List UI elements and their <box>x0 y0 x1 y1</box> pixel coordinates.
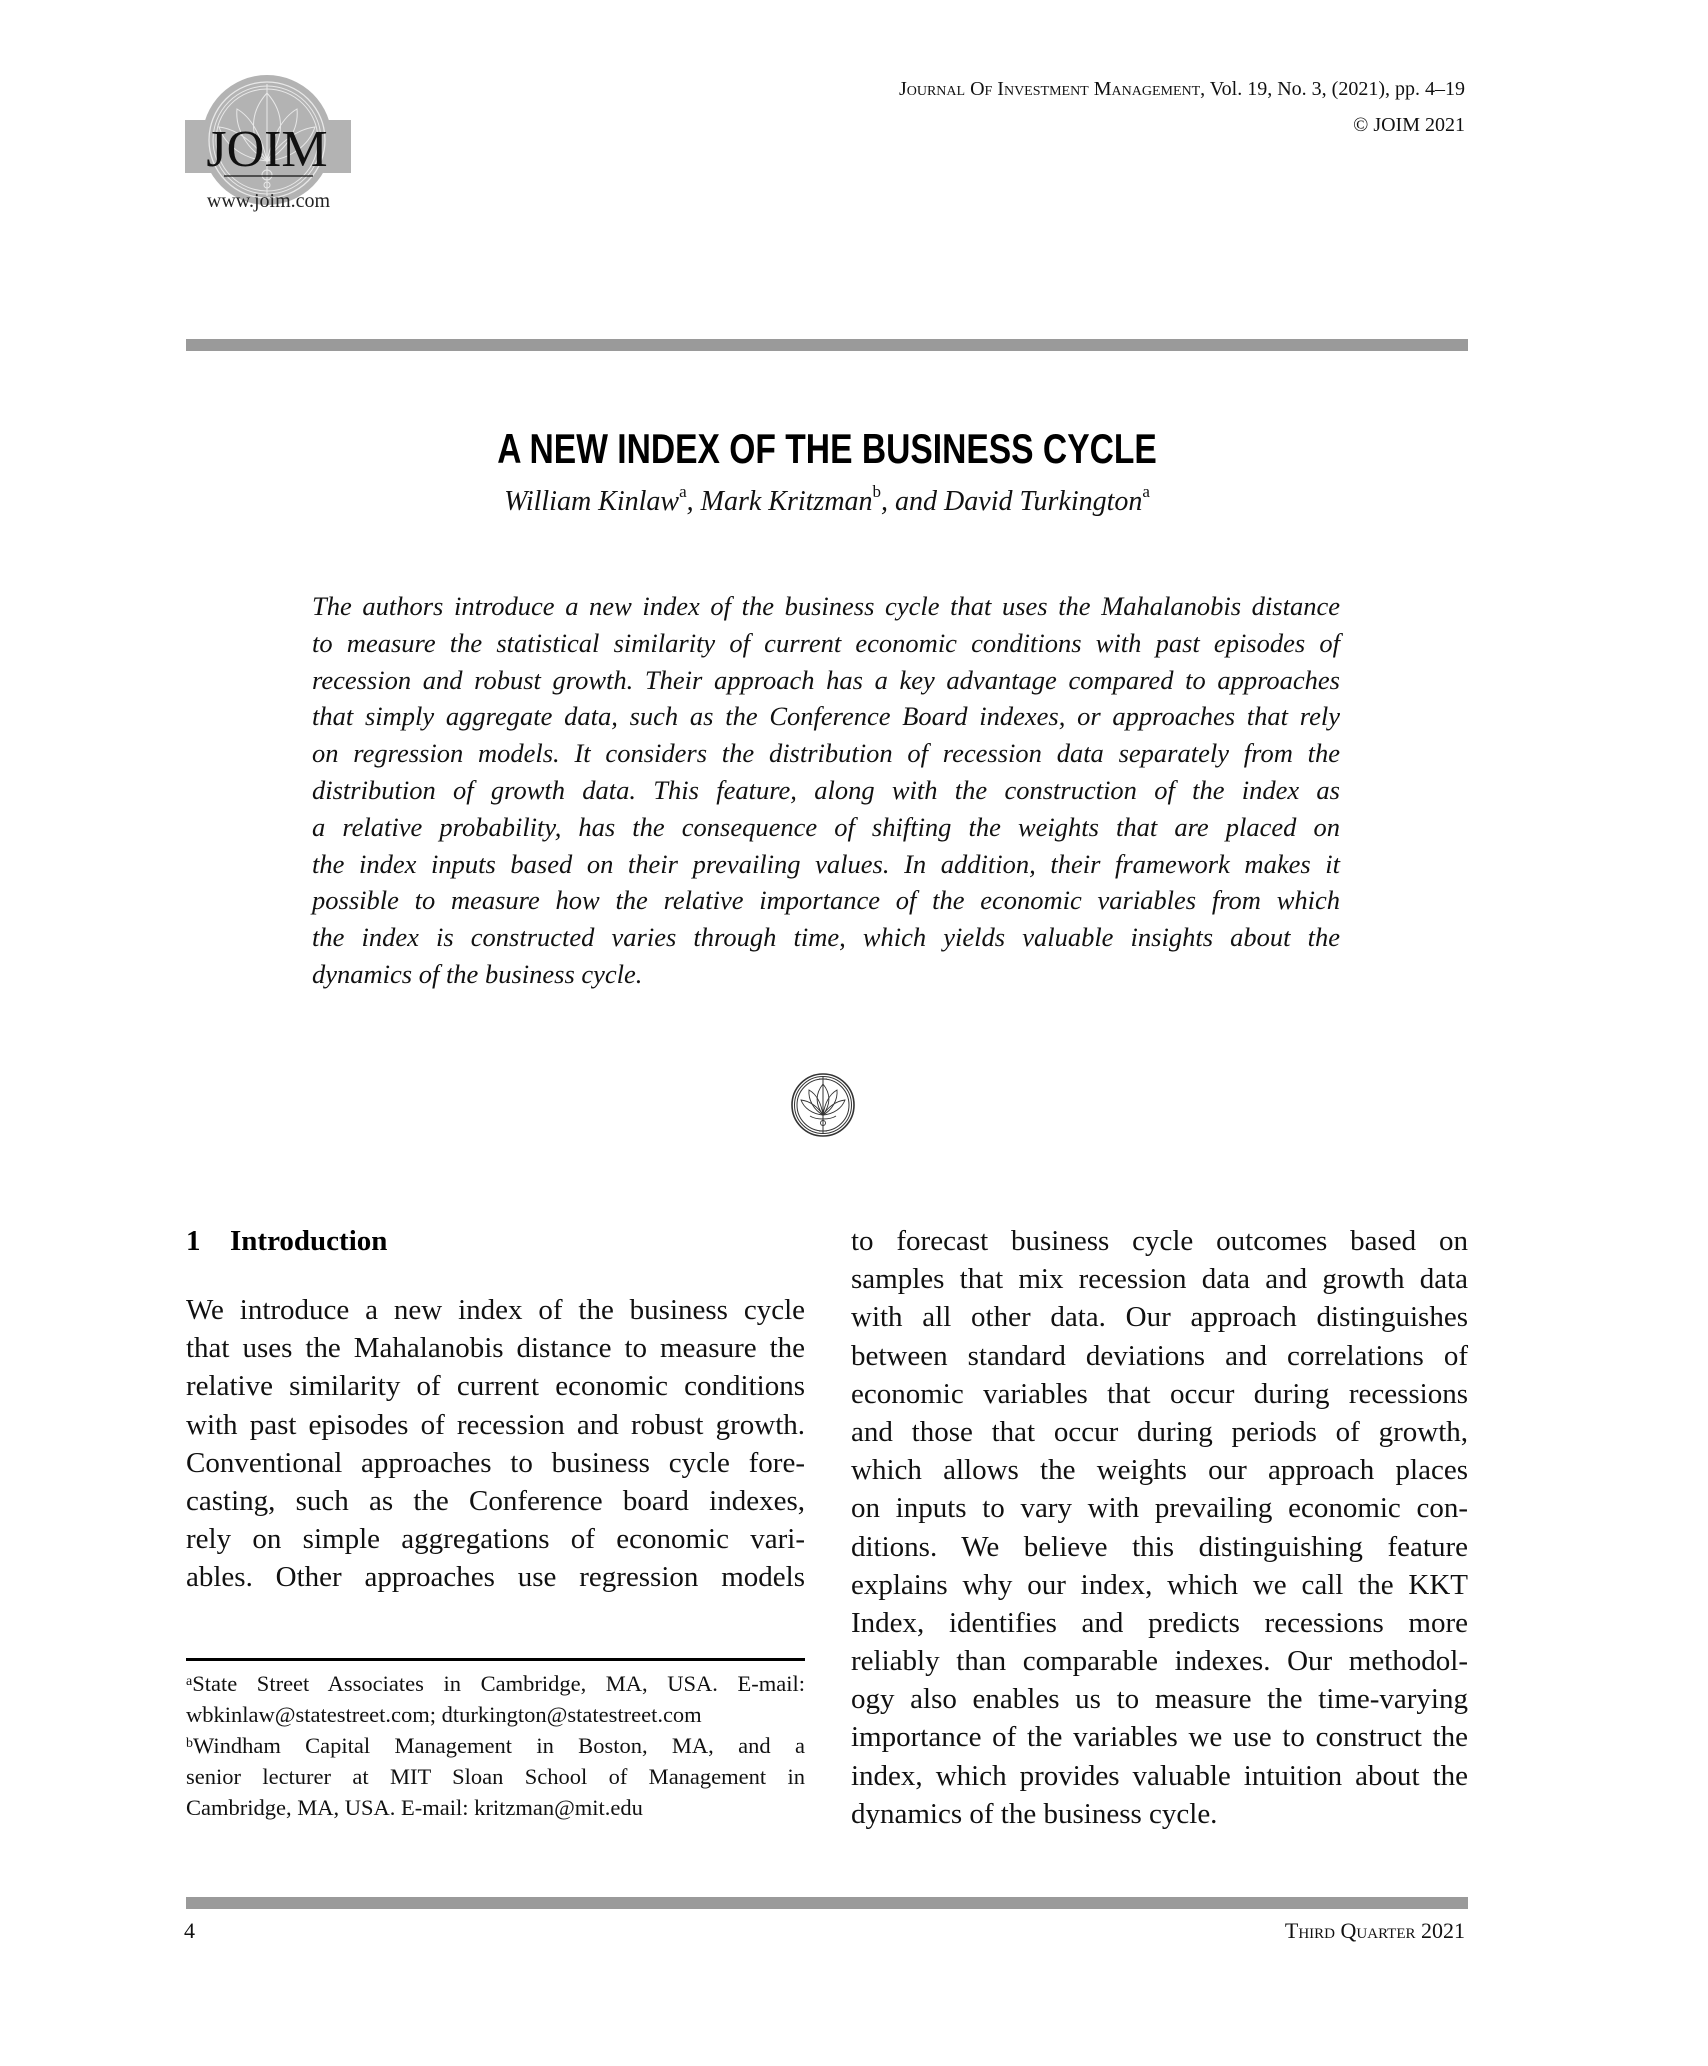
body-line: ogy also enables us to measure the time-varying <box>851 1683 1468 1716</box>
author-separator: , and <box>881 486 945 517</box>
journal-header <box>899 71 1465 143</box>
body-line: between standard deviations and correlations of <box>851 1339 1468 1372</box>
lotus-medallion-icon <box>790 1072 856 1138</box>
body-line: casting, such as the Conference board indexes, <box>186 1484 805 1517</box>
body-line: which allows the weights our approach places <box>851 1454 1468 1487</box>
header-rule-bar <box>186 339 1468 351</box>
abstract-line: possible to measure how the relative importance of the economic variables from which <box>312 885 1340 916</box>
body-line: index, which provides valuable intuition about the <box>851 1759 1468 1792</box>
body-line: to forecast business cycle outcomes based on <box>851 1225 1468 1257</box>
journal-volume-info: , Vol. 19, No. 3, (2021), pp. 4–19 <box>1200 78 1465 100</box>
footnote-line <box>186 1730 805 1761</box>
affiliation-mark: a <box>1142 482 1150 501</box>
author-name: David Turkington <box>944 486 1143 517</box>
abstract-line: that simply aggregate data, such as the Conference Board indexes, or approaches that rely <box>312 701 1340 732</box>
abstract-line: The authors introduce a new index of the business cycle that uses the Mahalanobis distance <box>312 591 1340 621</box>
page-number: 4 <box>184 1918 195 1943</box>
footnote-text: Windham Capital Management in Boston, MA, and a <box>193 1733 805 1758</box>
journal-name: Journal Of Investment Management <box>898 78 1201 100</box>
footnote-mark: b <box>186 1736 193 1751</box>
abstract-line: the index is constructed varies through time, which yields valuable insights about the <box>312 922 1340 953</box>
body-line: ables. Other approaches use regression models <box>186 1561 805 1594</box>
affiliation-mark: b <box>872 482 882 501</box>
footnote-line: Cambridge, MA, USA. E-mail: kritzman@mit.edu <box>186 1795 643 1820</box>
footnote-text: State Street Associates in Cambridge, MA, USA. E-mail: <box>192 1671 805 1696</box>
copyright-notice: © JOIM 2021 <box>1353 114 1465 136</box>
journal-website-link[interactable]: www.joim.com <box>206 190 331 212</box>
abstract-line: recession and robust growth. Their approach has a key advantage compared to approaches <box>312 664 1340 695</box>
author-separator: , <box>686 486 701 517</box>
abstract-line: distribution of growth data. This feature, along with the construction of the index as <box>312 774 1340 805</box>
author-list <box>186 482 1468 518</box>
body-column-left <box>186 1291 805 1597</box>
body-line: with past episodes of recession and robust growth. <box>186 1408 805 1441</box>
body-column-right <box>851 1222 1468 1833</box>
footnote-line: senior lecturer at MIT Sloan School of Management in <box>186 1764 805 1789</box>
body-line: Index, identifies and predicts recessions more <box>851 1606 1468 1639</box>
section-title: Introduction <box>230 1225 388 1257</box>
author-name: William Kinlaw <box>504 486 680 517</box>
section-heading <box>186 1222 387 1260</box>
footnote-line <box>186 1668 805 1699</box>
body-line: ditions. We believe this distinguishing feature <box>851 1530 1468 1563</box>
body-line: samples that mix recession data and growth data <box>851 1263 1468 1296</box>
abstract-line: the index inputs based on their prevailing values. In addition, their framework makes it <box>312 848 1340 879</box>
body-line: on inputs to vary with prevailing economic con- <box>851 1492 1468 1525</box>
svg-text:JOIM: JOIM <box>206 121 328 178</box>
body-line: and those that occur during periods of growth, <box>851 1415 1468 1448</box>
abstract-line: dynamics of the business cycle. <box>312 958 643 989</box>
affiliation-mark: a <box>679 482 687 501</box>
article-title: A NEW INDEX OF THE BUSINESS CYCLE <box>497 425 1157 472</box>
footnote-line: wbkinlaw@statestreet.com; dturkington@statestreet.com <box>186 1702 702 1727</box>
body-line: that uses the Mahalanobis distance to measure the <box>186 1332 805 1365</box>
abstract-line: a relative probability, has the consequence of shifting the weights that are placed on <box>312 811 1340 842</box>
footnote-mark: a <box>186 1674 193 1689</box>
body-line: Conventional approaches to business cycle fore- <box>186 1446 805 1479</box>
author-name: Mark Kritzman <box>700 486 873 517</box>
abstract <box>312 588 1340 993</box>
footnotes <box>186 1668 805 1823</box>
body-line: reliably than comparable indexes. Our methodol- <box>851 1645 1468 1678</box>
section-number: 1 <box>186 1225 201 1257</box>
footnote-rule <box>186 1658 805 1661</box>
abstract-line: to measure the statistical similarity of current economic conditions with past episodes of <box>312 627 1340 658</box>
body-line: with all other data. Our approach distinguishes <box>851 1301 1468 1334</box>
body-line: rely on simple aggregations of economic vari- <box>186 1523 805 1556</box>
body-line: relative similarity of current economic conditions <box>186 1370 805 1403</box>
body-line: We introduce a new index of the business cycle <box>186 1294 805 1326</box>
body-line: importance of the variables we use to construct the <box>851 1721 1468 1754</box>
abstract-line: on regression models. It considers the distribution of recession data separately from the <box>312 738 1340 769</box>
journal-citation <box>899 71 1465 107</box>
body-line: dynamics of the business cycle. <box>851 1797 1218 1830</box>
issue-label: Third Quarter 2021 <box>1284 1918 1465 1943</box>
body-line: explains why our index, which we call the KKT <box>851 1568 1468 1601</box>
body-line: economic variables that occur during recessions <box>851 1377 1468 1410</box>
footer-rule-bar <box>186 1897 1468 1909</box>
